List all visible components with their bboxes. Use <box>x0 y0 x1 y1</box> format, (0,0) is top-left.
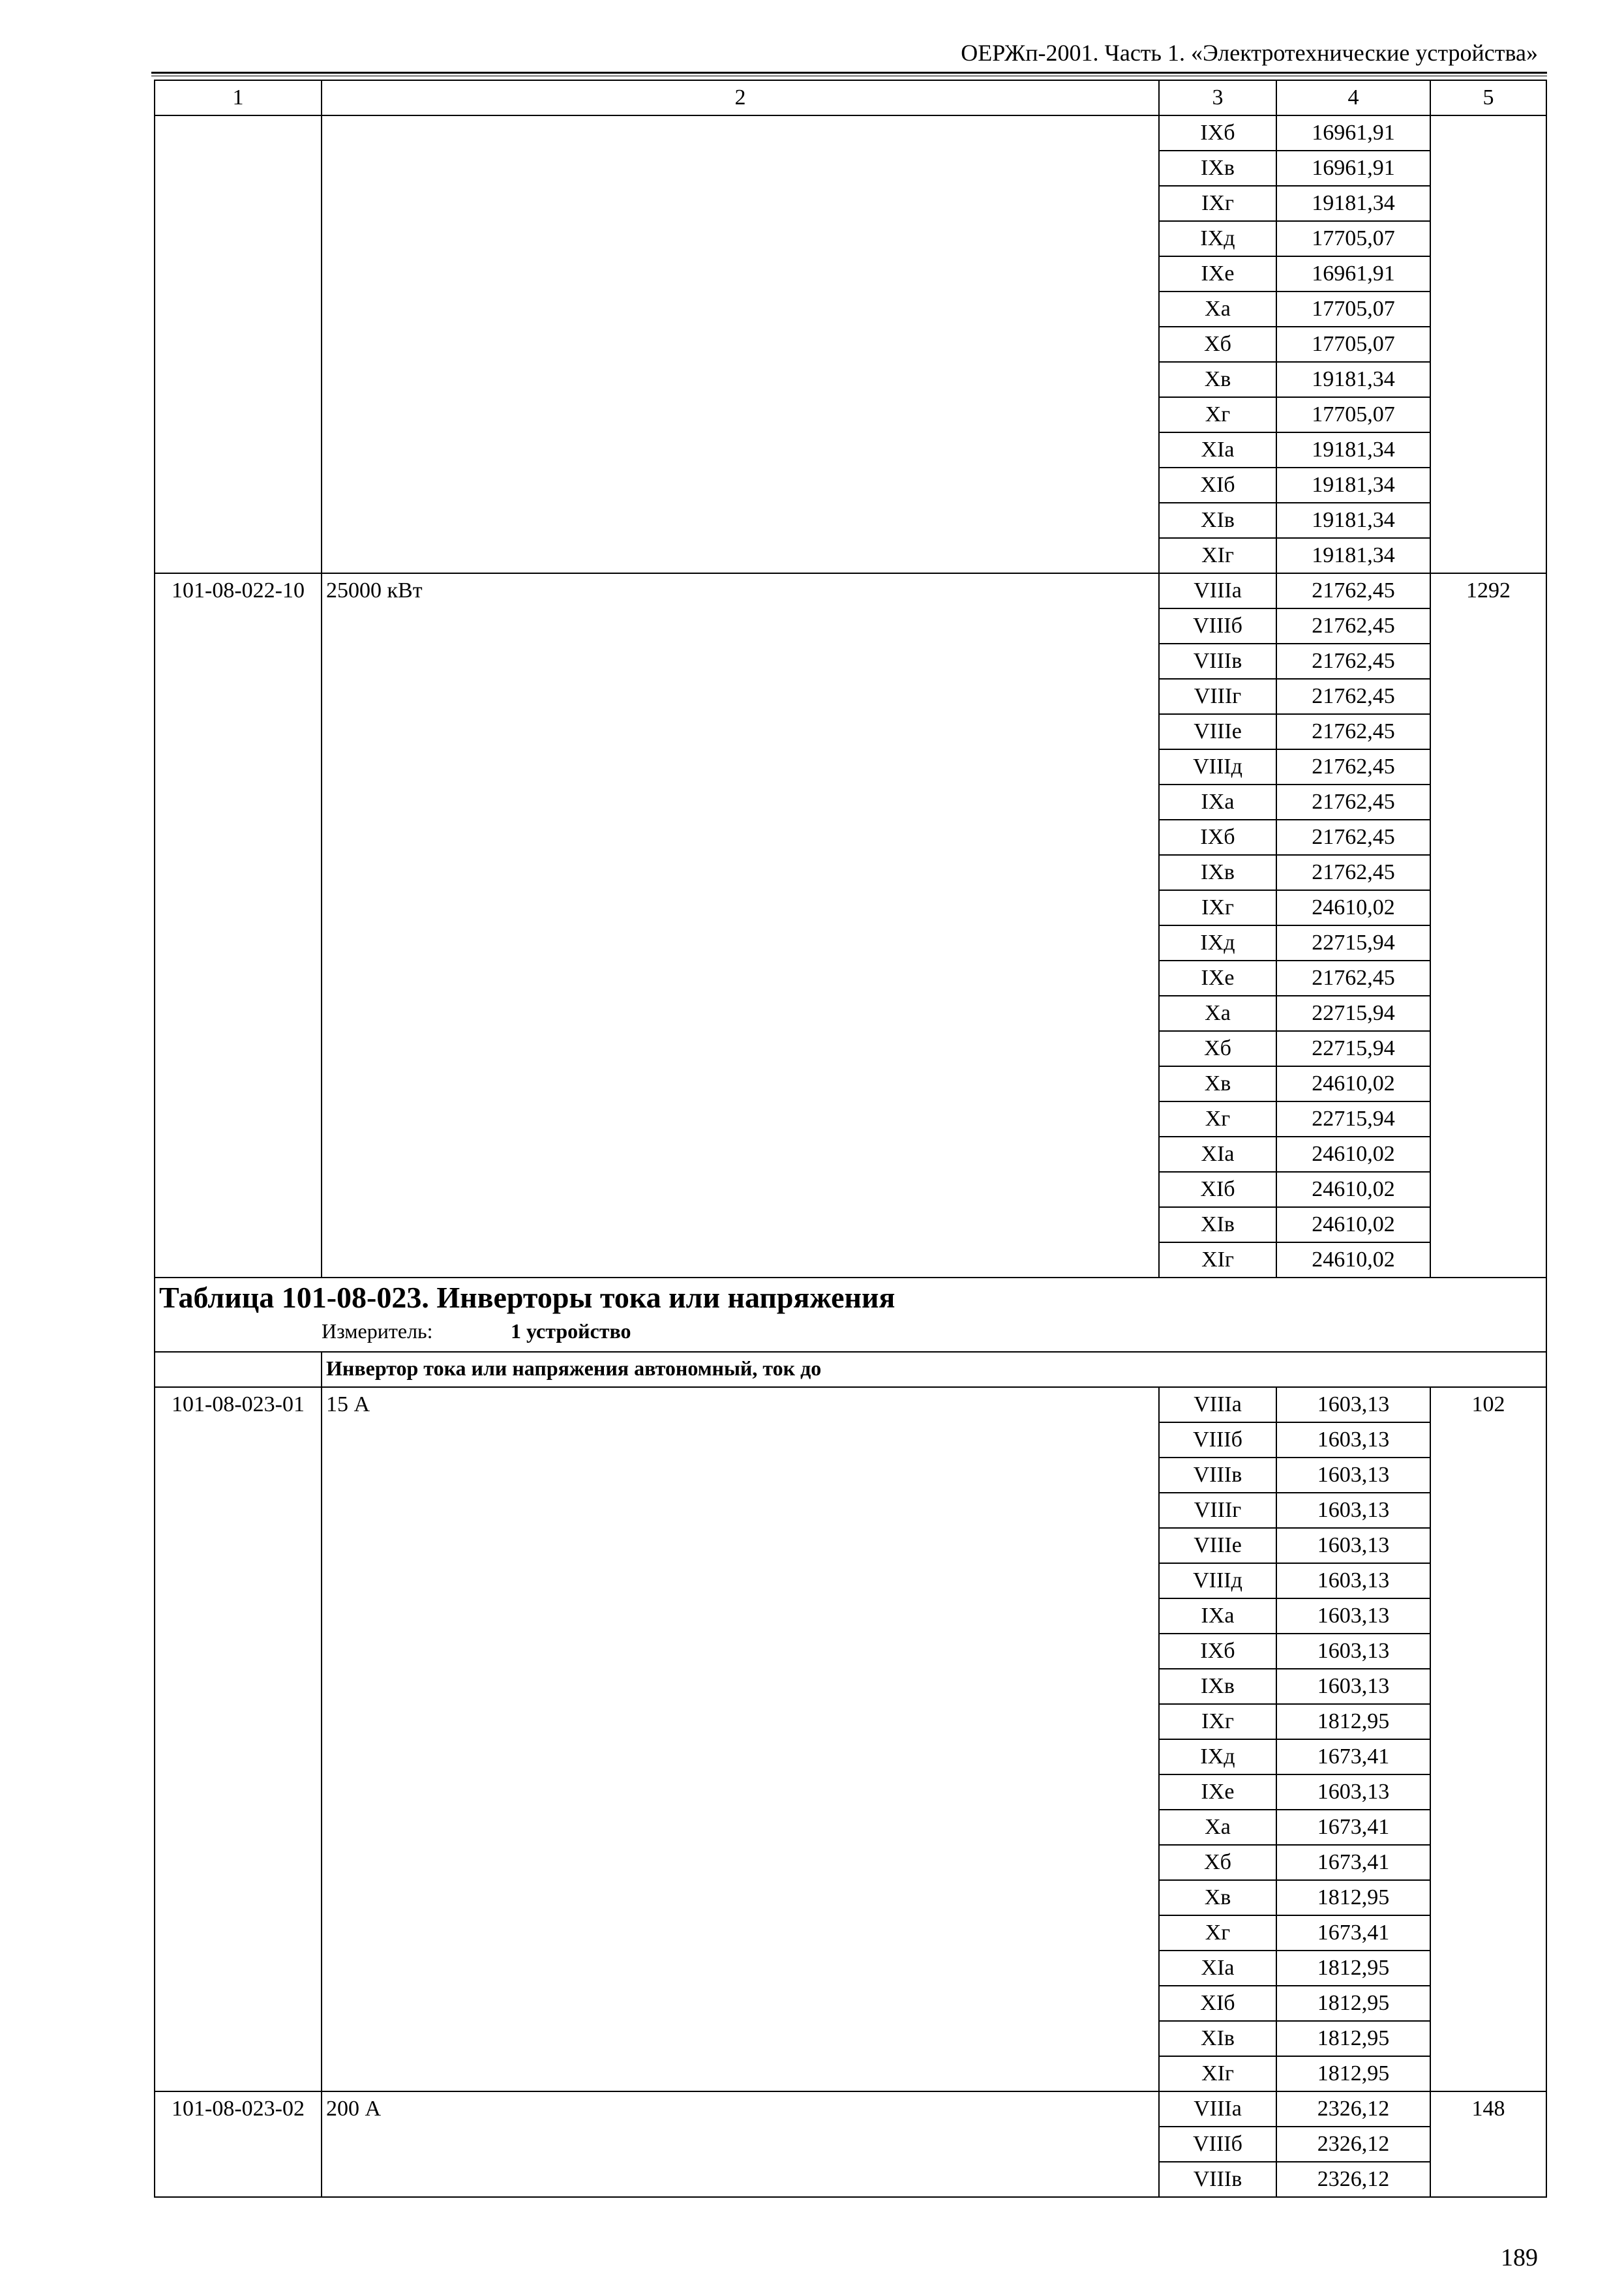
price-cell: 21762,45 <box>1276 679 1430 714</box>
zone-cell: IXг <box>1159 890 1276 925</box>
zone-cell: VIIIв <box>1159 1458 1276 1493</box>
price-cell: 16961,91 <box>1276 151 1430 186</box>
column-number: 3 <box>1159 80 1276 115</box>
price-cell: 1603,13 <box>1276 1669 1430 1704</box>
price-cell: 2326,12 <box>1276 2162 1430 2197</box>
item-description: 25000 кВт <box>322 573 1159 1278</box>
subheading: Инвертор тока или напряжения автономный, ток до <box>322 1352 1546 1387</box>
price-cell: 19181,34 <box>1276 468 1430 503</box>
price-cell: 1812,95 <box>1276 2021 1430 2056</box>
price-cell: 1603,13 <box>1276 1528 1430 1563</box>
price-cell: 17705,07 <box>1276 397 1430 432</box>
price-cell: 1603,13 <box>1276 1598 1430 1634</box>
price-cell: 1603,13 <box>1276 1493 1430 1528</box>
zone-cell: VIIIа <box>1159 573 1276 608</box>
zone-cell: XIа <box>1159 1951 1276 1986</box>
price-cell: 1812,95 <box>1276 1880 1430 1915</box>
zone-cell: XIв <box>1159 2021 1276 2056</box>
zone-cell: IXв <box>1159 855 1276 890</box>
zone-cell: Xб <box>1159 1845 1276 1880</box>
price-cell: 24610,02 <box>1276 1207 1430 1242</box>
price-cell: 21762,45 <box>1276 644 1430 679</box>
price-cell: 21762,45 <box>1276 820 1430 855</box>
zone-cell: IXб <box>1159 115 1276 151</box>
labor-cell: 148 <box>1430 2091 1546 2197</box>
zone-cell: XIб <box>1159 1986 1276 2021</box>
zone-cell: Xг <box>1159 397 1276 432</box>
zone-cell: XIа <box>1159 432 1276 468</box>
unit-spacer <box>155 1317 322 1352</box>
table-title: Таблица 101-08-023. Инверторы тока или напряжения <box>155 1278 1546 1317</box>
price-cell: 1812,95 <box>1276 2056 1430 2091</box>
table-title-row <box>155 1278 1546 1317</box>
price-cell: 2326,12 <box>1276 2091 1430 2127</box>
price-cell: 24610,02 <box>1276 1137 1430 1172</box>
zone-cell: Xв <box>1159 362 1276 397</box>
zone-cell: VIIIа <box>1159 2091 1276 2127</box>
price-cell: 17705,07 <box>1276 327 1430 362</box>
unit-row <box>155 1317 1546 1352</box>
zone-cell: IXе <box>1159 256 1276 292</box>
price-cell: 1603,13 <box>1276 1387 1430 1422</box>
unit-cell <box>322 1317 1546 1352</box>
price-cell: 1673,41 <box>1276 1739 1430 1774</box>
zone-cell: XIв <box>1159 503 1276 538</box>
price-cell: 1673,41 <box>1276 1845 1430 1880</box>
labor-cell: 102 <box>1430 1387 1546 2091</box>
zone-cell: XIа <box>1159 1137 1276 1172</box>
zone-cell: Xв <box>1159 1880 1276 1915</box>
price-cell: 17705,07 <box>1276 221 1430 256</box>
price-cell: 19181,34 <box>1276 503 1430 538</box>
zone-cell: XIб <box>1159 468 1276 503</box>
table-row <box>155 115 1546 151</box>
item-description: 15 А <box>322 1387 1159 2091</box>
page-header-title: ОЕРЖп-2001. Часть 1. «Электротехнические устройства» <box>961 40 1538 66</box>
page-number: 189 <box>1501 2244 1538 2271</box>
price-cell: 22715,94 <box>1276 925 1430 961</box>
zone-cell: IXб <box>1159 1634 1276 1669</box>
zone-cell: VIIIв <box>1159 644 1276 679</box>
zone-cell: XIб <box>1159 1172 1276 1207</box>
price-cell: 22715,94 <box>1276 996 1430 1031</box>
price-cell: 1603,13 <box>1276 1458 1430 1493</box>
zone-cell: XIв <box>1159 1207 1276 1242</box>
zone-cell: VIIIг <box>1159 679 1276 714</box>
zone-cell: IXб <box>1159 820 1276 855</box>
price-cell: 24610,02 <box>1276 1172 1430 1207</box>
price-cell: 1812,95 <box>1276 1951 1430 1986</box>
column-number: 5 <box>1430 80 1546 115</box>
zone-cell: VIIIб <box>1159 608 1276 644</box>
zone-cell: Xа <box>1159 1810 1276 1845</box>
zone-cell: IXд <box>1159 221 1276 256</box>
zone-cell: IXа <box>1159 785 1276 820</box>
subheading-row <box>155 1352 1546 1387</box>
price-cell: 1603,13 <box>1276 1563 1430 1598</box>
table-row <box>155 573 1546 608</box>
price-cell: 19181,34 <box>1276 432 1430 468</box>
item-code: 101-08-022-10 <box>155 573 322 1278</box>
column-number-row <box>155 80 1546 115</box>
item-code: 101-08-023-01 <box>155 1387 322 2091</box>
item-code: 101-08-023-02 <box>155 2091 322 2197</box>
price-cell: 1603,13 <box>1276 1422 1430 1458</box>
zone-cell: IXв <box>1159 1669 1276 1704</box>
price-cell: 24610,02 <box>1276 1242 1430 1278</box>
zone-cell: Xб <box>1159 1031 1276 1066</box>
column-number: 2 <box>322 80 1159 115</box>
zone-cell: VIIIд <box>1159 749 1276 785</box>
zone-cell: VIIIе <box>1159 1528 1276 1563</box>
unit-label: Измеритель: <box>322 1319 433 1343</box>
price-cell: 2326,12 <box>1276 2127 1430 2162</box>
price-cell: 17705,07 <box>1276 292 1430 327</box>
zone-cell: IXг <box>1159 186 1276 221</box>
zone-cell: VIIIд <box>1159 1563 1276 1598</box>
price-cell: 21762,45 <box>1276 608 1430 644</box>
table-row <box>155 1387 1546 1422</box>
price-cell: 1812,95 <box>1276 1986 1430 2021</box>
zone-cell: Xб <box>1159 327 1276 362</box>
price-table <box>154 80 1547 2198</box>
price-cell: 19181,34 <box>1276 186 1430 221</box>
price-cell: 1603,13 <box>1276 1634 1430 1669</box>
price-cell: 22715,94 <box>1276 1031 1430 1066</box>
price-cell: 24610,02 <box>1276 890 1430 925</box>
zone-cell: Xг <box>1159 1101 1276 1137</box>
unit-value: 1 устройство <box>511 1319 631 1343</box>
zone-cell: VIIIб <box>1159 1422 1276 1458</box>
price-table-body <box>155 80 1546 2197</box>
price-cell: 21762,45 <box>1276 961 1430 996</box>
zone-cell: Xа <box>1159 292 1276 327</box>
zone-cell: VIIIе <box>1159 714 1276 749</box>
zone-cell: IXе <box>1159 961 1276 996</box>
price-cell: 1603,13 <box>1276 1774 1430 1810</box>
zone-cell: VIIIв <box>1159 2162 1276 2197</box>
price-cell: 21762,45 <box>1276 714 1430 749</box>
labor-cell <box>1430 115 1546 573</box>
labor-cell: 1292 <box>1430 573 1546 1278</box>
zone-cell: XIг <box>1159 1242 1276 1278</box>
table-row <box>155 2091 1546 2127</box>
price-cell: 22715,94 <box>1276 1101 1430 1137</box>
zone-cell: Xг <box>1159 1915 1276 1951</box>
price-cell: 21762,45 <box>1276 573 1430 608</box>
price-cell: 16961,91 <box>1276 256 1430 292</box>
price-cell: 21762,45 <box>1276 855 1430 890</box>
price-cell: 19181,34 <box>1276 362 1430 397</box>
zone-cell: XIг <box>1159 538 1276 573</box>
price-cell: 1673,41 <box>1276 1915 1430 1951</box>
item-description <box>322 115 1159 573</box>
item-code <box>155 115 322 573</box>
price-cell: 21762,45 <box>1276 785 1430 820</box>
zone-cell: VIIIг <box>1159 1493 1276 1528</box>
column-number: 1 <box>155 80 322 115</box>
price-cell: 1812,95 <box>1276 1704 1430 1739</box>
price-cell: 21762,45 <box>1276 749 1430 785</box>
zone-cell: VIIIа <box>1159 1387 1276 1422</box>
price-cell: 16961,91 <box>1276 115 1430 151</box>
price-cell: 19181,34 <box>1276 538 1430 573</box>
zone-cell: Xа <box>1159 996 1276 1031</box>
zone-cell: IXа <box>1159 1598 1276 1634</box>
zone-cell: Xв <box>1159 1066 1276 1101</box>
zone-cell: XIг <box>1159 2056 1276 2091</box>
price-cell: 24610,02 <box>1276 1066 1430 1101</box>
zone-cell: IXв <box>1159 151 1276 186</box>
zone-cell: IXе <box>1159 1774 1276 1810</box>
item-description: 200 А <box>322 2091 1159 2197</box>
zone-cell: VIIIб <box>1159 2127 1276 2162</box>
header-rule <box>151 72 1547 74</box>
column-number: 4 <box>1276 80 1430 115</box>
subheading-spacer <box>155 1352 322 1387</box>
zone-cell: IXг <box>1159 1704 1276 1739</box>
price-cell: 1673,41 <box>1276 1810 1430 1845</box>
zone-cell: IXд <box>1159 925 1276 961</box>
zone-cell: IXд <box>1159 1739 1276 1774</box>
